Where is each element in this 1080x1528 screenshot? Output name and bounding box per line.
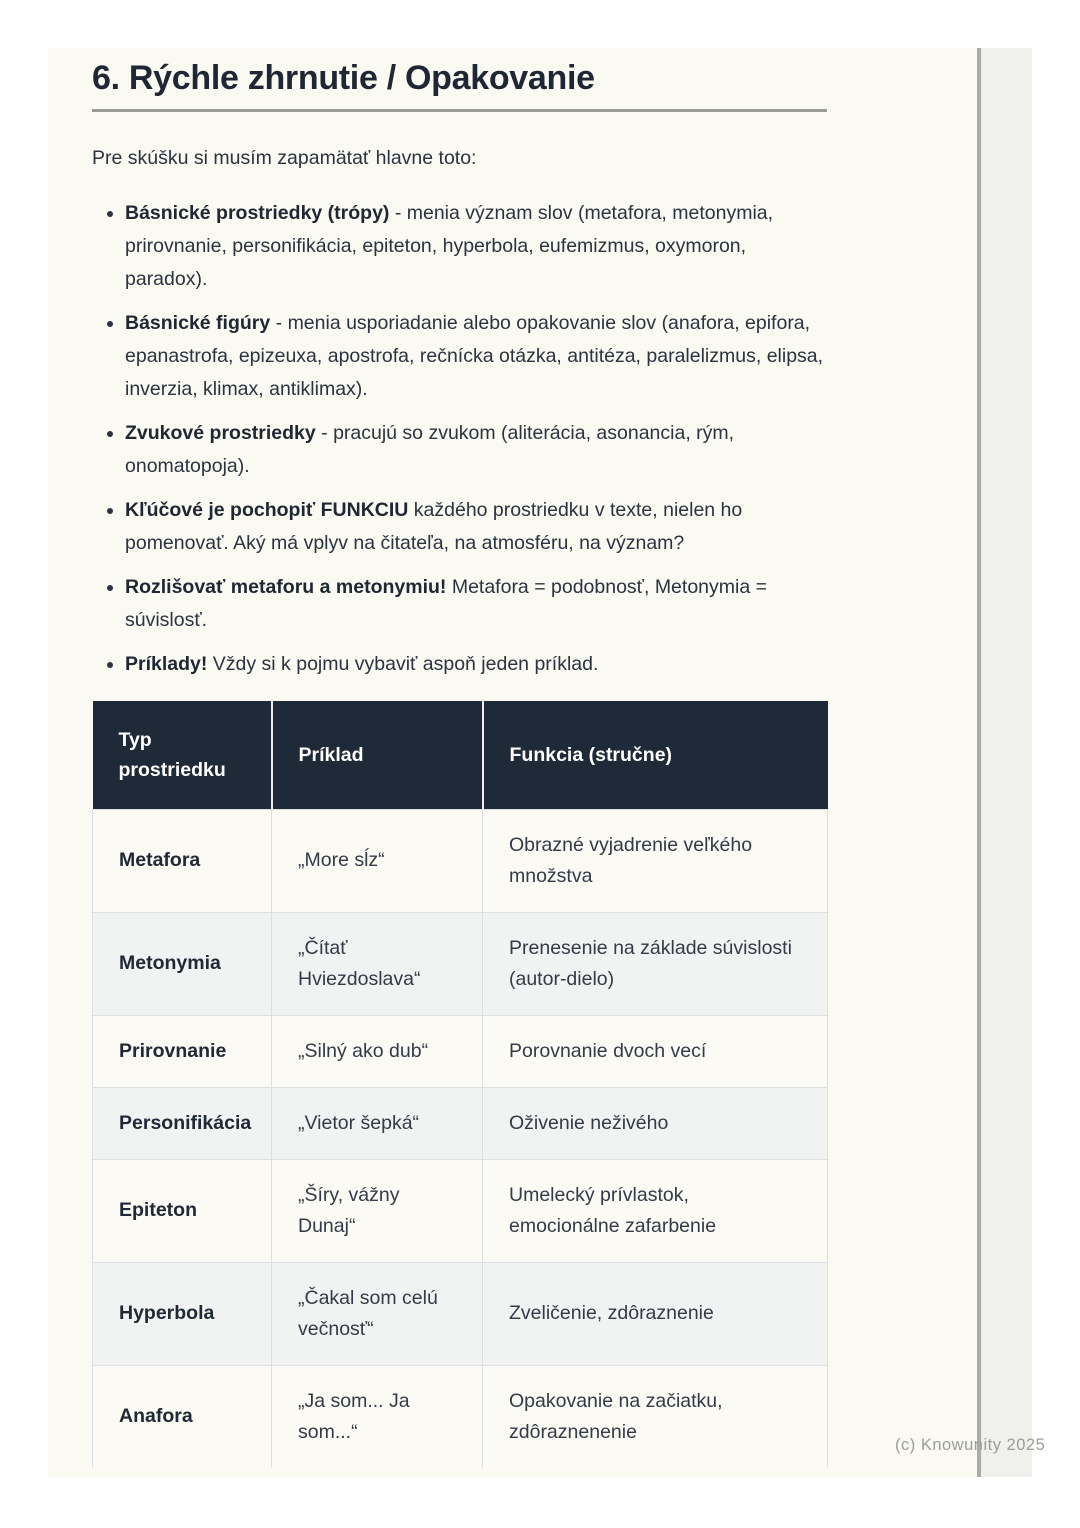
list-item (125, 197, 827, 296)
bullet-lead: Kľúčové je pochopiť FUNKCIU (125, 499, 409, 521)
table-row-hyperbola (93, 1262, 828, 1365)
cell-function: Oživenie neživého (483, 1087, 828, 1159)
col-header-typ-prostriedku: Typ prostriedku (93, 701, 272, 809)
cell-function: Porovnanie dvoch vecí (483, 1015, 828, 1087)
bullet-body: - menia usporiadanie alebo opakovanie slov (anafora, epifora, epanastrofa, epizeuxa, apostrofa, rečnícka otázka, antitéza, paralelizmus, elipsa, inverzia, klimax, antiklimax). (125, 312, 824, 400)
cell-type: Epiteton (93, 1159, 272, 1262)
cell-type: Hyperbola (93, 1262, 272, 1365)
cell-type: Prirovnanie (93, 1015, 272, 1087)
intro-text: Pre skúšku si musím zapamätať hlavne toto: (92, 147, 477, 169)
bullet-body: každého prostriedku v texte, nielen ho pomenovať. Aký má vplyv na čitateľa, na atmosféru, na význam? (125, 499, 743, 554)
cell-example: „More sĺz“ (272, 809, 483, 912)
table-row-epiteton (93, 1159, 828, 1262)
list-item (125, 648, 827, 681)
next-page-preview[interactable] (981, 48, 1032, 1477)
page-title: 6. Rýchle zhrnutie / Opakovanie (92, 59, 595, 97)
bullet-body: Metafora = podobnosť, Metonymia = súvislosť. (125, 576, 767, 631)
cell-example: „Silný ako dub“ (272, 1015, 483, 1087)
bullet-list (92, 197, 827, 681)
cell-example: „Čakal som celú večnosť“ (272, 1262, 483, 1365)
bullet-lead: Rozlišovať metaforu a metonymiu! (125, 576, 447, 598)
table-row-prirovnanie (93, 1015, 828, 1087)
list-item (125, 307, 827, 406)
bullet-lead: Básnické prostriedky (trópy) (125, 202, 390, 224)
table-row-anafora (93, 1365, 828, 1468)
cell-type: Anafora (93, 1365, 272, 1468)
bullet-lead: Básnické figúry (125, 312, 271, 334)
cell-function: Umelecký prívlastok, emocionálne zafarbenie (483, 1159, 828, 1262)
copyright-watermark: (c) Knowunity 2025 (895, 1436, 1046, 1454)
cell-example: „Ja som... Ja som...“ (272, 1365, 483, 1468)
cell-function: Opakovanie na začiatku, zdôraznenenie (483, 1365, 828, 1468)
cell-function: Obrazné vyjadrenie veľkého množstva (483, 809, 828, 912)
col-header-priklad: Príklad (272, 701, 483, 809)
cell-function: Zveličenie, zdôraznenie (483, 1262, 828, 1365)
table-header-row (93, 701, 828, 809)
bullet-body: Vždy si k pojmu vybaviť aspoň jeden príklad. (207, 653, 599, 675)
col-header-funkcia: Funkcia (stručne) (483, 701, 828, 809)
cell-example: „Šíry, vážny Dunaj“ (272, 1159, 483, 1262)
cell-example: „Vietor šepká“ (272, 1087, 483, 1159)
list-item (125, 571, 827, 637)
bullet-body: - pracujú so zvukom (aliterácia, asonancia, rým, onomatopoja). (125, 422, 735, 477)
bullet-lead: Zvukové prostriedky (125, 422, 316, 444)
bullet-lead: Príklady! (125, 653, 208, 675)
list-item (125, 494, 827, 560)
list-item (125, 417, 827, 483)
bullet-body: - menia význam slov (metafora, metonymia, prirovnanie, personifikácia, epiteton, hyperbola, eufemizmus, oxymoron, paradox). (125, 202, 774, 290)
cell-function: Prenesenie na základe súvislosti (autor-dielo) (483, 912, 828, 1015)
title-divider (92, 109, 827, 112)
cell-type: Metafora (93, 809, 272, 912)
cell-type: Personifikácia (93, 1087, 272, 1159)
table-row-metafora (93, 809, 828, 912)
table-row-personifikacia (93, 1087, 828, 1159)
table-row-metonymia (93, 912, 828, 1015)
cell-example: „Čítať Hviezdoslava“ (272, 912, 483, 1015)
summary-table (92, 701, 828, 1468)
cell-type: Metonymia (93, 912, 272, 1015)
page-card (48, 48, 977, 1477)
